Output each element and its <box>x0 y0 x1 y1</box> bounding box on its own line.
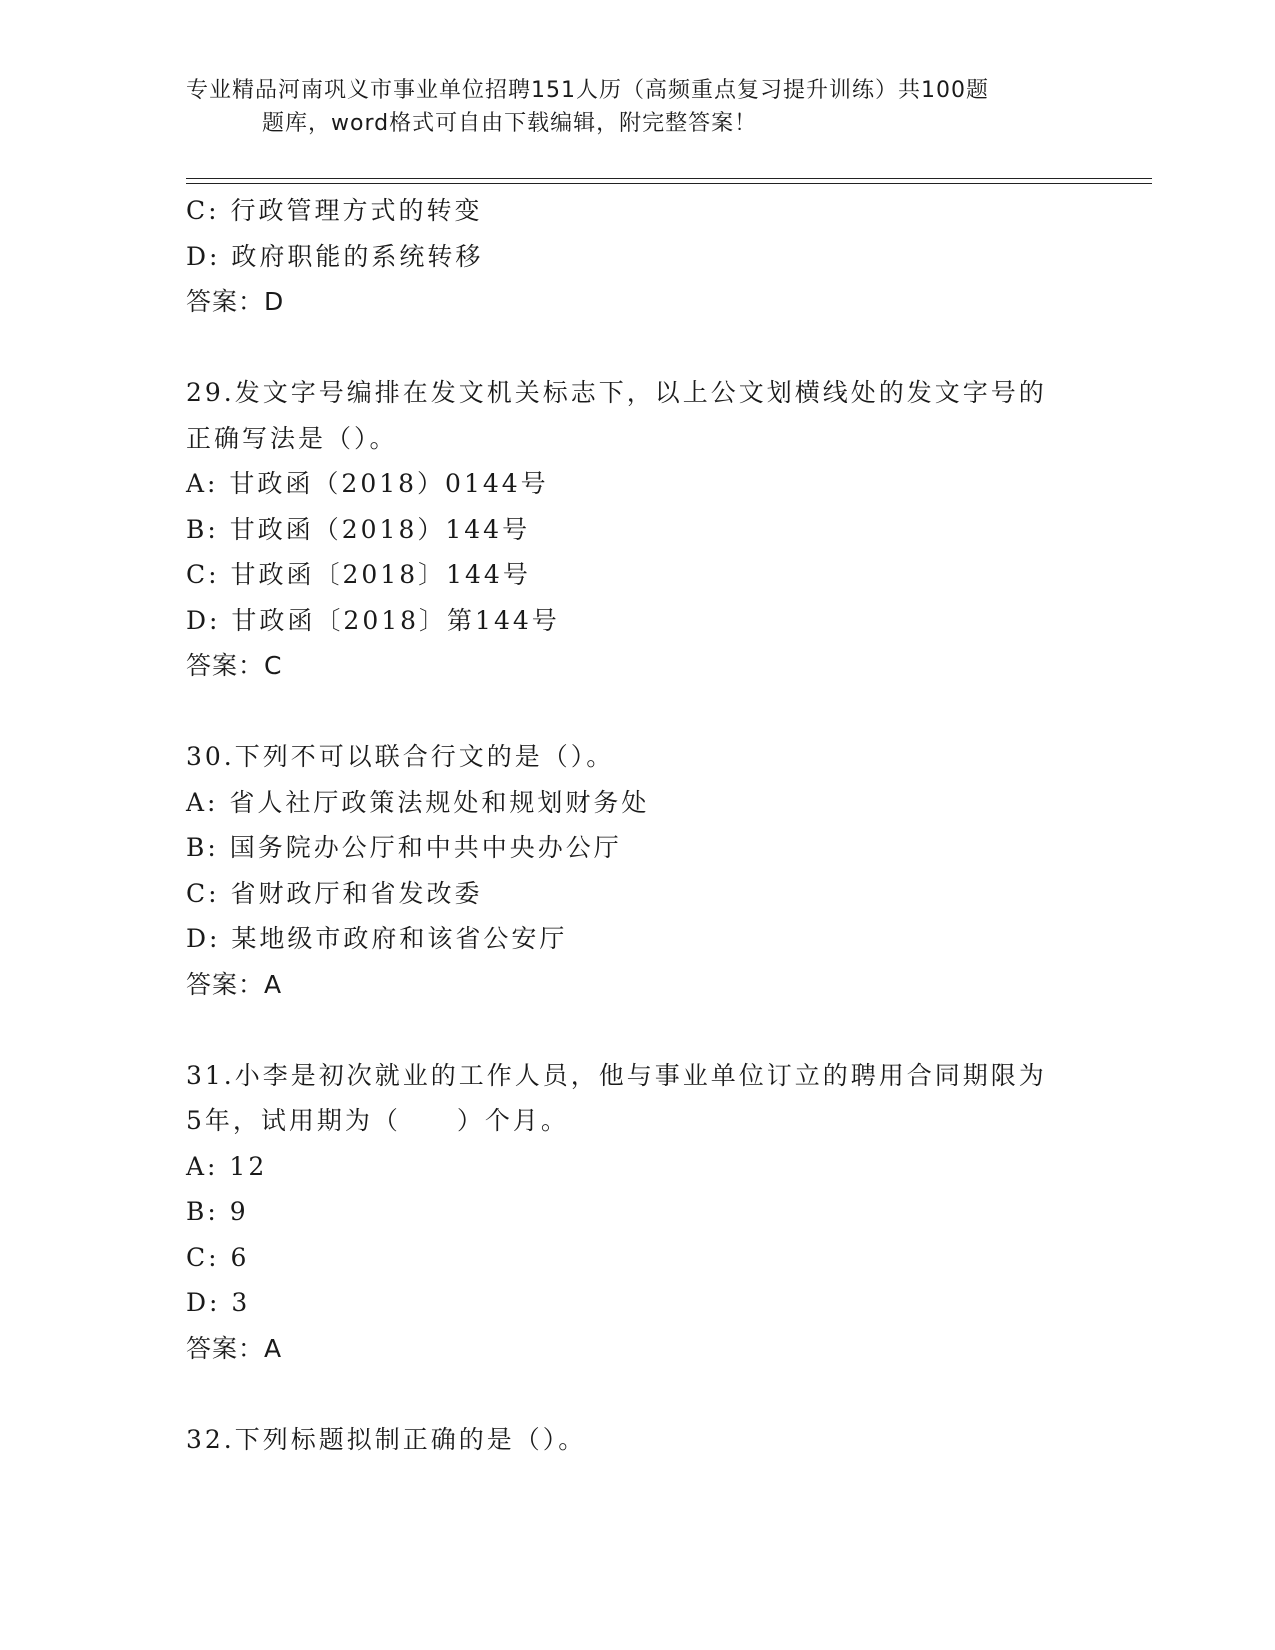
answer-line: 答案：C <box>186 651 283 680</box>
option-line: C: 甘政函〔2018〕144号 <box>186 560 531 589</box>
continued-question <box>186 188 1086 325</box>
document-body <box>186 188 1086 1462</box>
question-31 <box>186 1053 1086 1372</box>
header-title-line-2: 题库，word格式可自由下载编辑，附完整答案！ <box>262 111 758 136</box>
option-line: C: 6 <box>186 1242 250 1272</box>
question-text: 正确写法是（）。 <box>186 423 398 453</box>
document-header <box>186 74 1066 140</box>
option-line: D: 某地级市政府和该省公安厅 <box>186 924 568 953</box>
option-line: D: 3 <box>186 1288 251 1317</box>
question-text: 32.下列标题拟制正确的是（）。 <box>186 1424 587 1454</box>
spacer <box>186 1371 1086 1417</box>
spacer <box>186 689 1086 735</box>
question-text: 31.小李是初次就业的工作人员，他与事业单位订立的聘用合同期限为 <box>186 1060 1047 1090</box>
option-line: B: 甘政函（2018）144号 <box>186 514 531 544</box>
answer-line: 答案：A <box>186 1333 283 1363</box>
header-rule-top <box>186 178 1152 179</box>
question-text: 29.发文字号编排在发文机关标志下，以上公文划横线处的发文字号的 <box>186 378 1047 407</box>
spacer <box>186 325 1086 371</box>
question-29 <box>186 370 1086 689</box>
answer-line: 答案：A <box>186 969 283 999</box>
option-line: B: 国务院办公厅和中共中央办公厅 <box>186 833 622 862</box>
question-text: 5年，试用期为（ ）个月。 <box>186 1106 569 1135</box>
option-line: A: 甘政函（2018）0144号 <box>186 469 549 498</box>
answer-line: 答案：D <box>186 287 285 316</box>
question-text: 30.下列不可以联合行文的是（）。 <box>186 742 615 771</box>
option-line: C: 行政管理方式的转变 <box>186 196 483 225</box>
option-line: A: 12 <box>186 1151 268 1181</box>
option-line: D: 政府职能的系统转移 <box>186 241 484 271</box>
option-line: A: 省人社厅政策法规处和规划财务处 <box>186 787 650 817</box>
spacer <box>186 1007 1086 1053</box>
question-30 <box>186 734 1086 1007</box>
header-rule-bottom <box>186 183 1152 184</box>
option-line: D: 甘政函〔2018〕第144号 <box>186 605 560 635</box>
header-title-line-1: 专业精品河南巩义市事业单位招聘151人历（高频重点复习提升训练）共100题 <box>186 78 989 103</box>
option-line: B: 9 <box>186 1197 249 1226</box>
question-32 <box>186 1417 1086 1463</box>
option-line: C: 省财政厅和省发改委 <box>186 878 483 908</box>
